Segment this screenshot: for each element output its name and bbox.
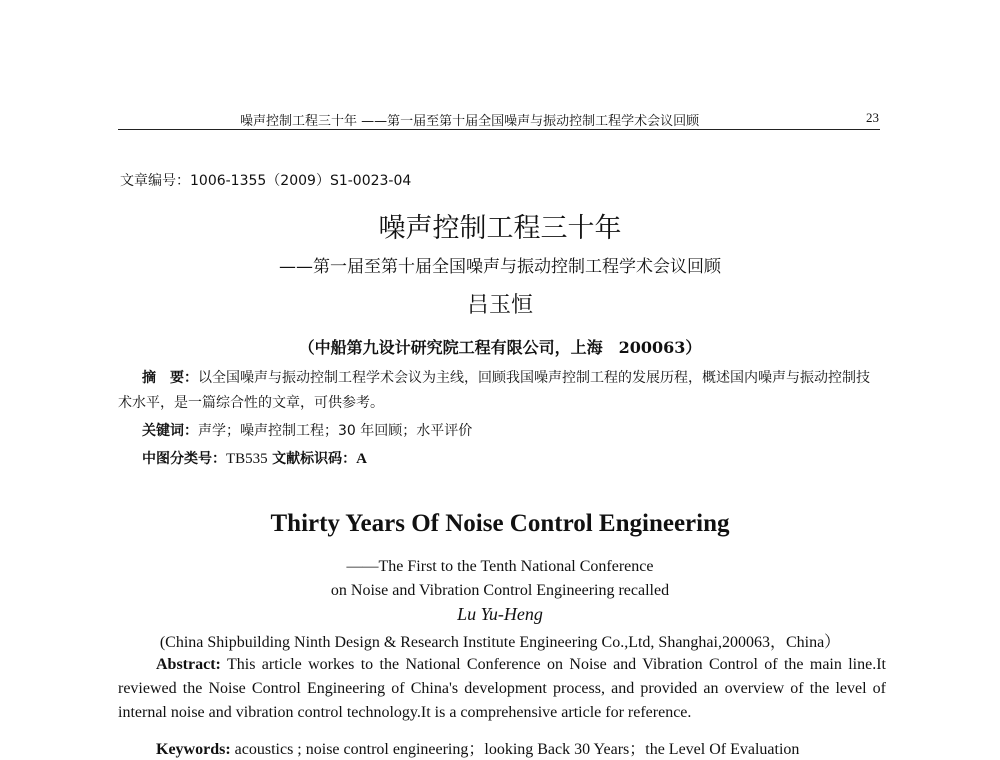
chinese-affiliation: （中船第九设计研究院工程有限公司，上海 200063） [298, 338, 702, 357]
header-rule [118, 129, 880, 130]
chinese-subtitle: ——第一届至第十届全国噪声与振动控制工程学术会议回顾 [279, 257, 721, 277]
english-affiliation: (China Shipbuilding Ninth Design & Research Institute Engineering Co.,Ltd, Shanghai,200063，China） [159, 634, 841, 651]
doc-code-value: A [356, 451, 367, 467]
chinese-abstract-label: 摘 要： [142, 370, 198, 386]
chinese-title: 噪声控制工程三十年 [378, 213, 622, 244]
doc-code-label: 文献标识码： [272, 451, 357, 467]
chinese-keywords-label: 关键词： [142, 423, 198, 439]
running-header-title: 噪声控制工程三十年 ——第一届至第十届全国噪声与振动控制工程学术会议回顾 [240, 114, 700, 129]
english-abstract-label: Abstract: [156, 656, 221, 673]
english-subtitle-line1: ——The First to the Tenth National Conference [346, 558, 654, 575]
chinese-abstract-text: 以全国噪声与振动控制工程学术会议为主线，回顾我国噪声控制工程的发展历程，概述国内噪声与振动控制技术水平，是一篇综合性的文章，可供参考。 [118, 370, 870, 411]
chinese-classification [142, 448, 367, 468]
chinese-keywords-text: 声学；噪声控制工程；30 年回顾；水平评价 [198, 423, 473, 439]
page-number: 23 [866, 110, 879, 125]
article-number: 文章编号：1006-1355（2009）S1-0023-04 [120, 173, 412, 189]
english-keywords [156, 736, 799, 759]
chinese-abstract [118, 366, 882, 416]
english-author: Lu Yu-Heng [457, 604, 543, 624]
english-abstract [118, 653, 886, 725]
english-subtitle-line2: on Noise and Vibration Control Engineering recalled [330, 582, 670, 599]
chinese-keywords [142, 420, 472, 440]
english-keywords-label: Keywords: [156, 741, 231, 758]
classification-label: 中图分类号： [142, 451, 226, 467]
chinese-author: 吕玉恒 [466, 293, 533, 318]
english-title: Thirty Years Of Noise Control Engineering [270, 510, 730, 537]
english-keywords-text: acoustics ; noise control engineering；looking Back 30 Years；the Level Of Evaluation [234, 741, 800, 758]
english-abstract-text: This article workes to the National Conference on Noise and Vibration Control of the main line.It reviewed the Noise Control Engineering of China's development process, and provided an overview of the level of internal noise and vibration control technology.It is a comprehensive article for reference. [118, 656, 887, 721]
classification-value: TB535 [226, 451, 268, 467]
